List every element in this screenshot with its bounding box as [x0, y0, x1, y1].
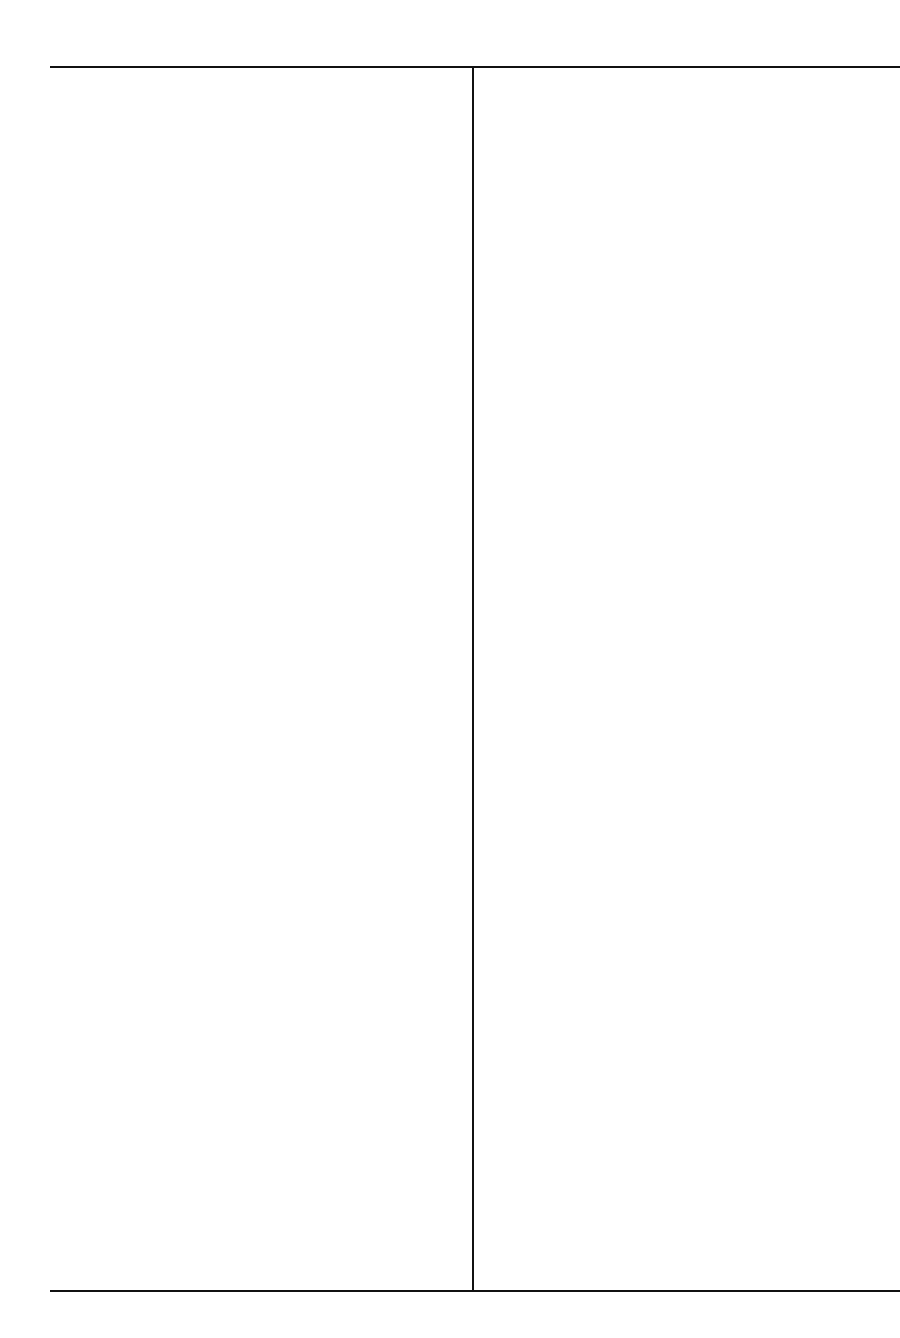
- left-table: [50, 68, 472, 1290]
- table-frame: [50, 66, 900, 1292]
- right-table: [476, 68, 900, 1290]
- column-divider: [472, 68, 475, 1290]
- page-header: [0, 38, 900, 68]
